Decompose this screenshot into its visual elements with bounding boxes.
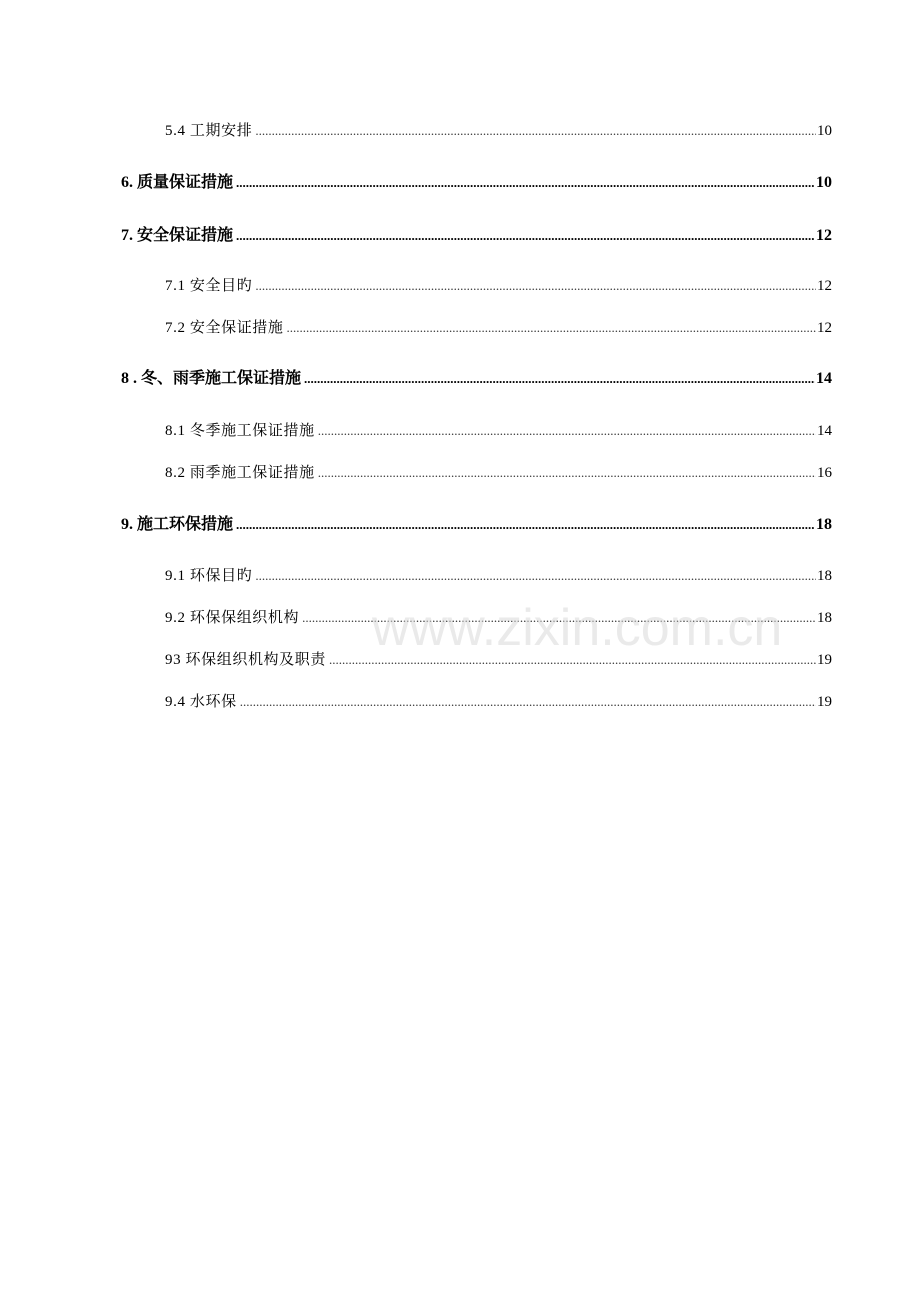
toc-entry-5-4[interactable] [165, 120, 832, 142]
toc-entry-page: 14 [816, 370, 832, 387]
toc-entry-9-4[interactable] [165, 691, 832, 713]
toc-entry-page: 16 [817, 465, 832, 481]
dot-leader [287, 317, 816, 339]
toc-entry-8[interactable] [121, 368, 832, 390]
toc-entry-8-1[interactable] [165, 420, 832, 442]
toc-entry-9[interactable] [121, 514, 832, 536]
dot-leader [240, 691, 816, 713]
toc-entry-page: 10 [816, 174, 832, 191]
toc-entry-title: 7.2 安全保证措施 [165, 320, 284, 336]
toc-entry-title: 8 . 冬、雨季施工保证措施 [121, 370, 302, 387]
dot-leader [255, 275, 816, 297]
toc-entry-title: 93 环保组织机构及职责 [165, 652, 326, 668]
toc-entry-title: 6. 质量保证措施 [121, 174, 234, 191]
watermark: www.zixin.com.cn [372, 599, 783, 657]
toc-entry-title: 9. 施工环保措施 [121, 516, 234, 533]
dot-leader [318, 462, 816, 484]
toc-entry-7[interactable] [121, 225, 832, 247]
toc-entry-page: 12 [817, 320, 832, 336]
toc-entry-title: 5.4 工期安排 [165, 123, 253, 139]
toc-entry-page: 18 [817, 568, 832, 584]
toc-entry-page: 12 [817, 278, 832, 294]
toc-entry-title: 9.2 环保保组织机构 [165, 610, 300, 626]
toc-entry-page: 19 [817, 694, 832, 710]
dot-leader [318, 420, 816, 442]
toc-entry-page: 18 [816, 516, 832, 533]
dot-leader [304, 368, 815, 390]
dot-leader [236, 172, 815, 194]
dot-leader [255, 565, 816, 587]
toc-entry-9-1[interactable] [165, 565, 832, 587]
toc-entry-page: 12 [816, 227, 832, 244]
dot-leader [236, 225, 815, 247]
toc-entry-7-2[interactable] [165, 317, 832, 339]
toc-entry-title: 8.2 雨季施工保证措施 [165, 465, 315, 481]
toc-entry-title: 7. 安全保证措施 [121, 227, 234, 244]
toc-entry-title: 8.1 冬季施工保证措施 [165, 423, 315, 439]
toc-entry-page: 19 [817, 652, 832, 668]
toc-entry-title: 9.4 水环保 [165, 694, 237, 710]
toc-entry-7-1[interactable] [165, 275, 832, 297]
toc-entry-page: 14 [817, 423, 832, 439]
toc-entry-page: 18 [817, 610, 832, 626]
toc-entry-title: 7.1 安全目旳 [165, 278, 253, 294]
toc-entry-6[interactable] [121, 172, 832, 194]
dot-leader [236, 514, 815, 536]
toc-entry-page: 10 [817, 123, 832, 139]
dot-leader [255, 120, 816, 142]
toc-entry-title: 9.1 环保目旳 [165, 568, 253, 584]
toc-entry-8-2[interactable] [165, 462, 832, 484]
